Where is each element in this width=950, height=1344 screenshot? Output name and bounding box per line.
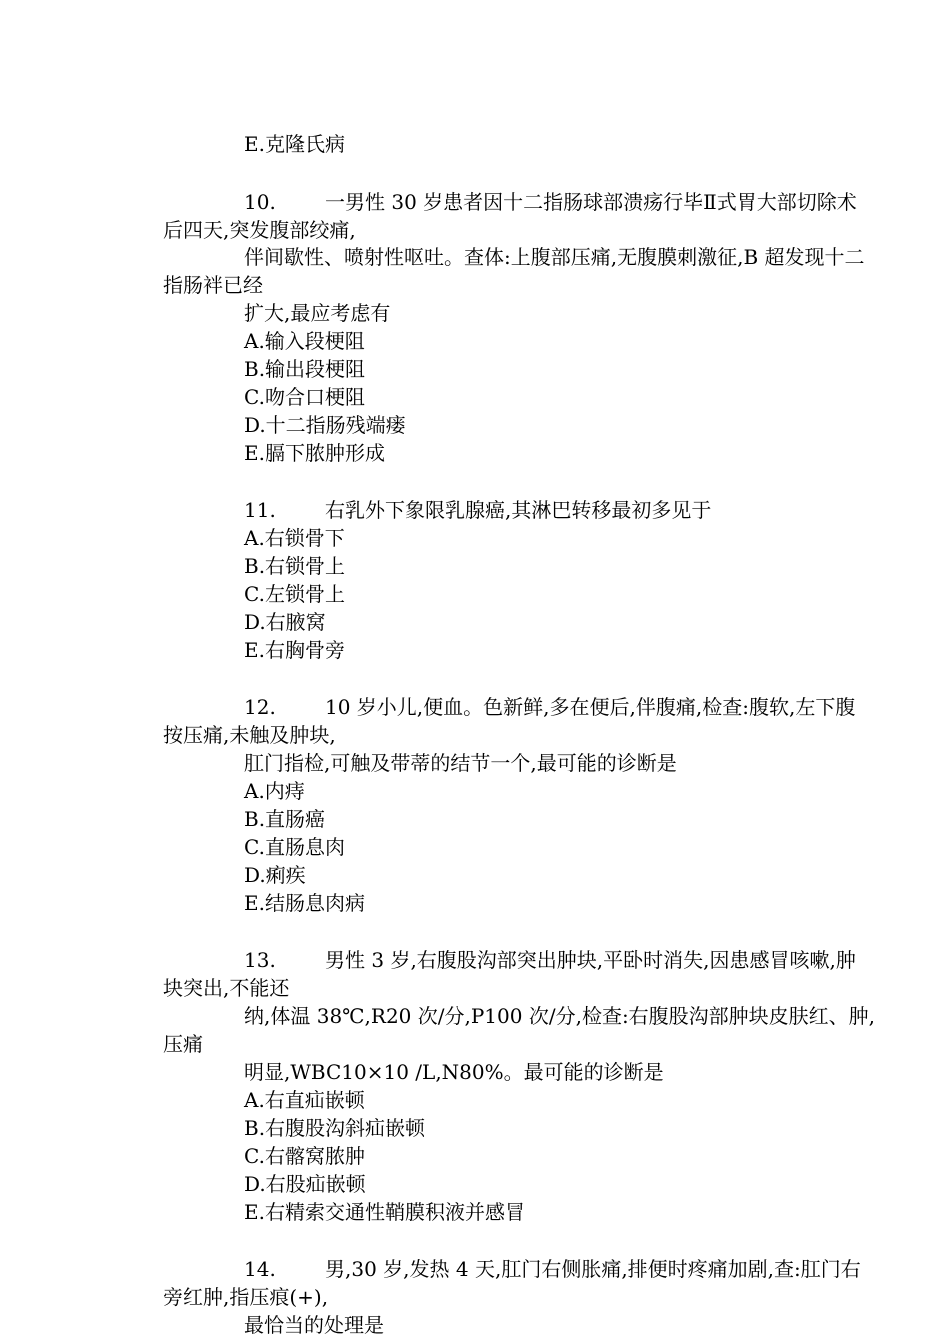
option-d: D.痢疾 (244, 863, 306, 887)
question-stem: 右乳外下象限乳腺癌,其淋巴转移最初多见于 (325, 498, 712, 522)
question-number: 11. (244, 498, 276, 522)
option-c: C.左锁骨上 (244, 582, 345, 606)
question-stem: 男性 3 岁,右腹股沟部突出肿块,平卧时消失,因患感冒咳嗽,肿 (325, 948, 856, 972)
option-d: D.右股疝嵌顿 (244, 1172, 366, 1196)
question-stem-line: 纳,体温 38℃,R20 次/分,P100 次/分,检查:右腹股沟部肿块皮肤红、肿, (244, 1004, 876, 1028)
question-stem-line: 伴间歇性、喷射性呕吐。查体:上腹部压痛,无腹膜刺激征,B 超发现十二 (244, 245, 865, 269)
option-d: D.十二指肠残端瘘 (244, 413, 406, 437)
question-number: 14. (244, 1257, 276, 1281)
option-e: E.右胸骨旁 (244, 638, 345, 662)
question-number: 13. (244, 948, 276, 972)
question-stem: 男,30 岁,发热 4 天,肛门右侧胀痛,排便时疼痛加剧,查:肛门右 (325, 1257, 861, 1281)
question-stem-wrap: 压痛 (163, 1032, 203, 1056)
option-e-prev: E.克隆氏病 (244, 132, 345, 156)
option-b: B.右腹股沟斜疝嵌顿 (244, 1116, 426, 1140)
question-stem-line: 最恰当的处理是 (244, 1313, 384, 1337)
option-a: A.右直疝嵌顿 (244, 1088, 365, 1112)
question-stem-wrap: 按压痛,未触及肿块, (163, 723, 336, 747)
option-c: C.吻合口梗阻 (244, 385, 365, 409)
question-stem-wrap: 块突出,不能还 (163, 976, 290, 1000)
question-stem-wrap: 后四天,突发腹部绞痛, (163, 218, 356, 242)
question-stem-line: 肛门指检,可触及带蒂的结节一个,最可能的诊断是 (244, 751, 677, 775)
option-a: A.右锁骨下 (244, 526, 345, 550)
option-a: A.输入段梗阻 (244, 329, 365, 353)
option-c: C.直肠息肉 (244, 835, 345, 859)
question-stem-wrap: 旁红肿,指压痕(+), (163, 1285, 329, 1309)
question-stem-line: 明显,WBC10×10 /L,N80%。最可能的诊断是 (244, 1060, 664, 1084)
option-b: B.直肠癌 (244, 807, 326, 831)
question-stem-line: 扩大,最应考虑有 (244, 301, 391, 325)
option-e: E.结肠息肉病 (244, 891, 365, 915)
option-b: B.右锁骨上 (244, 554, 346, 578)
option-e: E.右精索交通性鞘膜积液并感冒 (244, 1200, 525, 1224)
question-stem-wrap: 指肠袢已经 (163, 273, 263, 297)
question-number: 12. (244, 695, 276, 719)
question-number: 10. (244, 190, 276, 214)
option-b: B.输出段梗阻 (244, 357, 366, 381)
option-e: E.膈下脓肿形成 (244, 441, 385, 465)
option-c: C.右髂窝脓肿 (244, 1144, 365, 1168)
option-d: D.右腋窝 (244, 610, 326, 634)
option-a: A.内痔 (244, 779, 305, 803)
question-stem: 10 岁小儿,便血。色新鲜,多在便后,伴腹痛,检查:腹软,左下腹 (325, 695, 856, 719)
question-stem: 一男性 30 岁患者因十二指肠球部溃疡行毕Ⅱ式胃大部切除术 (325, 190, 857, 214)
